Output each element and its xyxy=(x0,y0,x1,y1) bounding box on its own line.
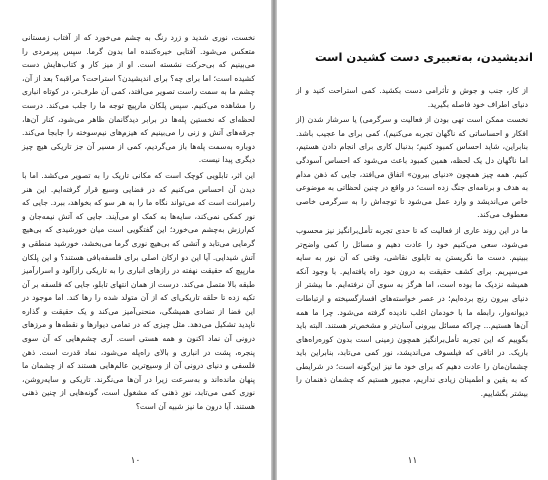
right-paragraph-2: نخست ممکن است تهی بودن از فعالیت و سرگرمی) یا سرشار شدن (از افکار و احساساتی که ناگهان تجربه می‌کنیم)، کمی برای ما عجیب باشد. بنابراین، شاید احساس کمبود کنیم؛ بدنبال کاری برای انجام دادن هستیم، اما ناگهان دل یک لحظه، همین کمبود باعث می‌شود که احساس آسودگی کنیم. همه چیز همچون «دنیای بیرون» اتفاق می‌افتد، جایی که ذهن مدام به هدف و برنامه‌ای جنگ زده است؛ در واقع در چنین لحظاتی به موضوعی خاص می‌اندیشد و وارد عمل می‌شود تا توجه‌اش را به سرگرمی خاصی معطوف می‌کند. xyxy=(296,115,528,220)
left-page xyxy=(0,0,271,480)
left-page-body xyxy=(22,31,255,416)
left-paragraph-2: این اثر، تابلویی کوچک است که مکانی تاریک را به تصویر می‌کشد. اما با دیدن آن احساس می‌کنیم که در فضایی وسیع قرار گرفته‌ایم. این هنر رامبرانت است که می‌تواند نگاه ما را به هر سو که بخواهد، ببرد. جایی که نور کمکی نمی‌کند، سایه‌ها به کمک او می‌آیند. جایی که آتش نیمه‌جان و کم‌ارزش به‌چشم می‌خورد؛ این گفتگویی است میان خورشیدی که بی‌هیچ گرمایی می‌تابد و آتشی که بی‌هیچ نوری گرما می‌بخشد، خورشید منطقی و آتش شیدایی. آیا این دو ارکان اصلی برای فلسفه‌بافی هستند؟ و این پلکان مارپیچ که حقیقت نهفته در رازهای انباری را به تاریکی رازآلود و اسرارآمیز طبقه بالا متصل می‌کند. درست از همان انتهای تابلو، جایی که فلسفه بر آن تکیه زده تا حلقه تاریکی‌ای که از آن متولد شده را رها کند. اما موجود در این فضا از تضادی همیشگی، منحنی‌آمیز می‌کند و یک حقیقت و گذاره ناپدید تشکیل می‌دهد. مثل چیزی که در تمامی دیوارها و نقطه‌ها و مرزهای درونی آن نماد اکنون و همه هستی است. آری چشم‌هایی که آن سوی پنجره، پشت در انباری و بالای راه‌پله می‌شود، نماد قدرت است. ذهن فلسفی و دنیای درونی آن از وسیع‌ترین عالم‌هایی هستند که از چشمان ما پنهان مانده‌اند و به‌سرعت زیرا در آن‌ها می‌نگرند. تاریکی و سایه‌روشن، نوری کمی می‌تابد، نورِ ذهنی که مشغول است، گونه‌هایی از چنین ذهنی هستند. آیا درون ما نیز شبیه آن است؟ xyxy=(22,170,255,412)
left-page-number: ۱۰ xyxy=(130,456,141,466)
right-paragraph-3: ما در این روند عاری از فعالیت که تا حدی تجربه تأمل‌برانگیز نیز محسوب می‌شود، سعی می‌کنیم خود را عادت دهیم و مسائل را کمی واضح‌تر ببینیم. دست ما نگریستن به تابلوی نقاشی، وقتی که آن نور به سایه می‌سپریم. برای کشف حقیقت به درون خود راه یافته‌ایم. با وجود آنکه همیشه نزدیک ما بوده است، اما هرگز به سوی آن نرفته‌ایم. ما بیشتر از دنیای بیرون رنج برده‌ایم؛ در عصر خواسته‌های افسارگسیخته و ارتباطات دیوانه‌وار، رابطه ما با خودمان اغلب نادیده گرفته می‌شود. چرا ما همه آن‌ها هستیم... چراکه مسائل بیرونی آسان‌تر و مشخص‌تر هستند. البته باید بگوییم که این تجربه تأمل‌برانگیز همچون زمینی است بدون کوره‌راه‌های باریک. در اتاقی که فیلسوف می‌اندیشد، نور کمی می‌تابد، بنابراین باید چشمان‌مان را عادت دهیم که برای خود ما نیز این‌گونه است؛ در شرایطی که به یقین و اطمینان زیادی نداریم، مجبور هستیم که چشمان ذهنمان را بیشتر بگشاییم. xyxy=(296,225,528,399)
left-paragraph-1: نخست، نوری شدید و زرد رنگ به چشم می‌خورد که از آفتاب زمستانی متعکس می‌شود. آفتابی خیره‌کننده اما بدون گرما. سپس پیرمردی را می‌بینیم که بی‌حرکت نشسته است. او از میز کار و کتاب‌هایش دست کشیده است؛ اما برای چه؟ برای اندیشیدن؟ استراحت؟ مراقبه؟ بعد از آن، چشم ما به سمت راست تصویر می‌افتد، کمی آن طرف‌تر، در کوتاه انباری را مشاهده می‌کنیم. سپس پلکان مارپیچ توجه ما را جلب می‌کند. درست لحظه‌ای که نخستین پله‌ها در برابر دیدگانمان ظاهر می‌شود، کنار آن‌ها، جرقه‌های آتش و زنی را می‌بینیم که هیزم‌های نیم‌سوخته را جابجا می‌کند. دوباره به‌سمت پله‌ها باز می‌گردیم، کمی از مسیر آن جز تاریکی هیچ چیز دیگری پیدا نیست. xyxy=(22,33,255,165)
right-paragraph-1: از کار، جنب و جوش و تأثرامی دست بکشید. کمی استراحت کنید و از دنیای اطراف خود فاصله بگیرید. xyxy=(296,86,528,109)
right-page-body xyxy=(296,84,528,403)
chapter-title: اندیشیدن، به‌تعبیری دست کشیدن است xyxy=(315,50,533,64)
right-page xyxy=(277,0,548,480)
right-page-number: ۱۱ xyxy=(407,456,418,466)
